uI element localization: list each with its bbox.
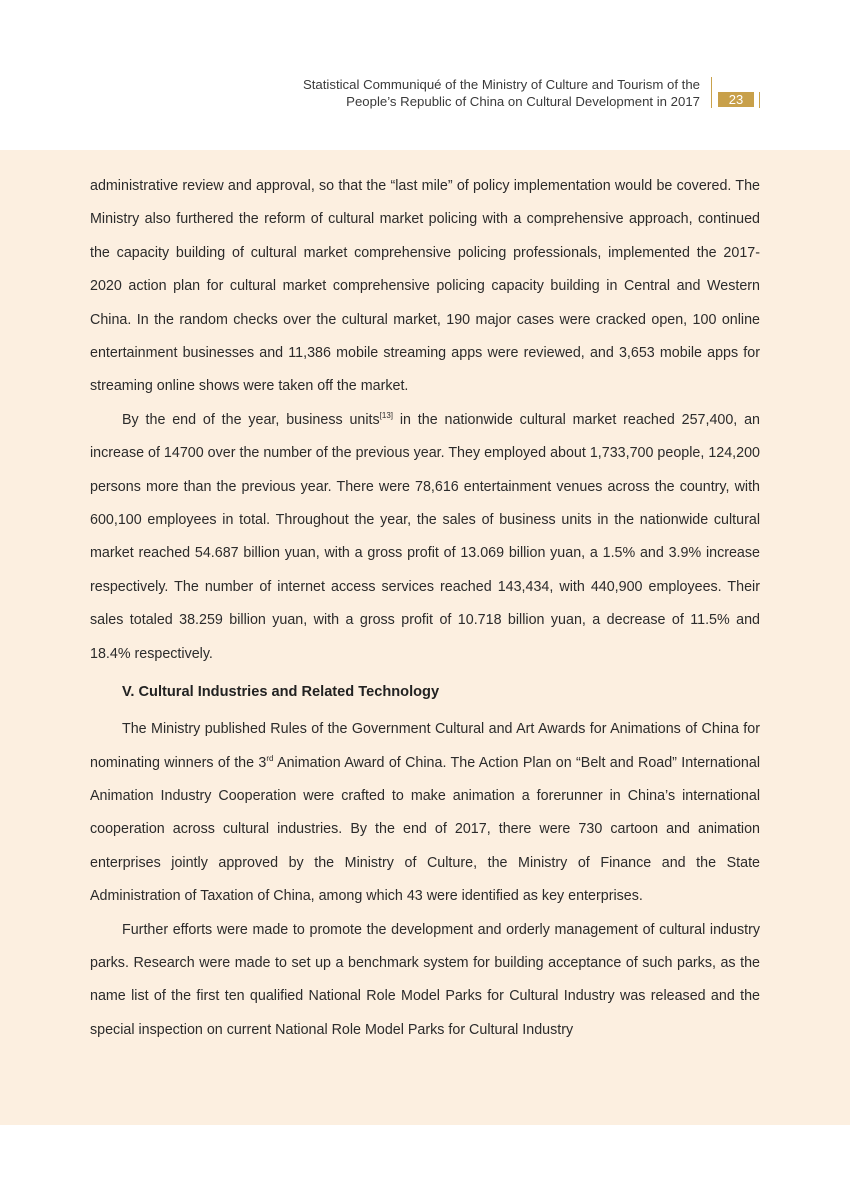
running-title [303, 76, 700, 110]
running-title-line-1: Statistical Communiqué of the Ministry of Culture and Tourism of the [302, 77, 700, 92]
paragraph-business-units [90, 404, 760, 671]
paragraph-industry-parks: Further efforts were made to promote the development and orderly management of cultural industry parks. Research were made to set up a benchmark system for building acceptance of such parks, as the name list of the first ten qualified National Role Model Parks for Cultural Industry was released and the special inspection on current National Role Model Parks for Cultural Industry [90, 921, 760, 1038]
header-divider [711, 77, 712, 108]
ordinal-superscript: rd [266, 753, 274, 763]
paragraph-animation-awards [90, 713, 760, 913]
paragraph-text: The Ministry published Rules of the Government Cultural and Art Awards for Animations of China for nominating winners of the 3 [90, 721, 760, 771]
section-heading: V. Cultural Industries and Related Technology [122, 684, 440, 701]
footnote-reference: [13] [379, 410, 393, 420]
body-text [90, 170, 760, 1047]
paragraph-text: Animation Award of China. The Action Plan on “Belt and Road” International Animation Industry Cooperation were crafted to make animation a forerunner in China’s international cooperation across cultural industries. By the end of 2017, there were 730 cartoon and animation enterprises jointly approved by the Ministry of Culture, the Ministry of Finance and the State Administration of Taxation of China, among which 43 were identified as key enterprises. [90, 754, 760, 905]
paragraph-text: By the end of the year, business units [122, 411, 380, 428]
paragraph-text: in the nationwide cultural market reached 257,400, an increase of 14700 over the number of the previous year. They employed about 1,733,700 people, 124,200 persons more than the previous year. There were 78,616 entertainment venues across the country, with 600,100 employees in total. Throughout the year, the sales of business units in the nationwide cultural market reached 54.687 billion yuan, with a gross profit of 13.069 billion yuan, a 1.5% and 3.9% increase respectively. The number of internet access services reached 143,434, with 440,900 employees. Their sales totaled 38.259 billion yuan, with a gross profit of 10.718 billion yuan, a decrease of 11.5% and 18.4% respectively. [90, 411, 761, 662]
page-number: 23 [718, 92, 754, 107]
page-header [0, 72, 850, 122]
page-number-rule [759, 92, 760, 108]
paragraph-cultural-market-policing: administrative review and approval, so that the “last mile” of policy implementation would be covered. The Ministry also furthered the reform of cultural market policing with a comprehensive approach, continued the capacity building of cultural market comprehensive policing professionals, implemented the 2017-2020 action plan for cultural market comprehensive policing capacity building in Central and Western China. In the random checks over the cultural market, 190 major cases were cracked open, 100 online entertainment businesses and 11,386 mobile streaming apps were reviewed, and 3,653 mobile apps for streaming online shows were taken off the market. [90, 178, 760, 395]
running-title-line-2: People’s Republic of China on Cultural Development in 2017 [346, 94, 700, 109]
